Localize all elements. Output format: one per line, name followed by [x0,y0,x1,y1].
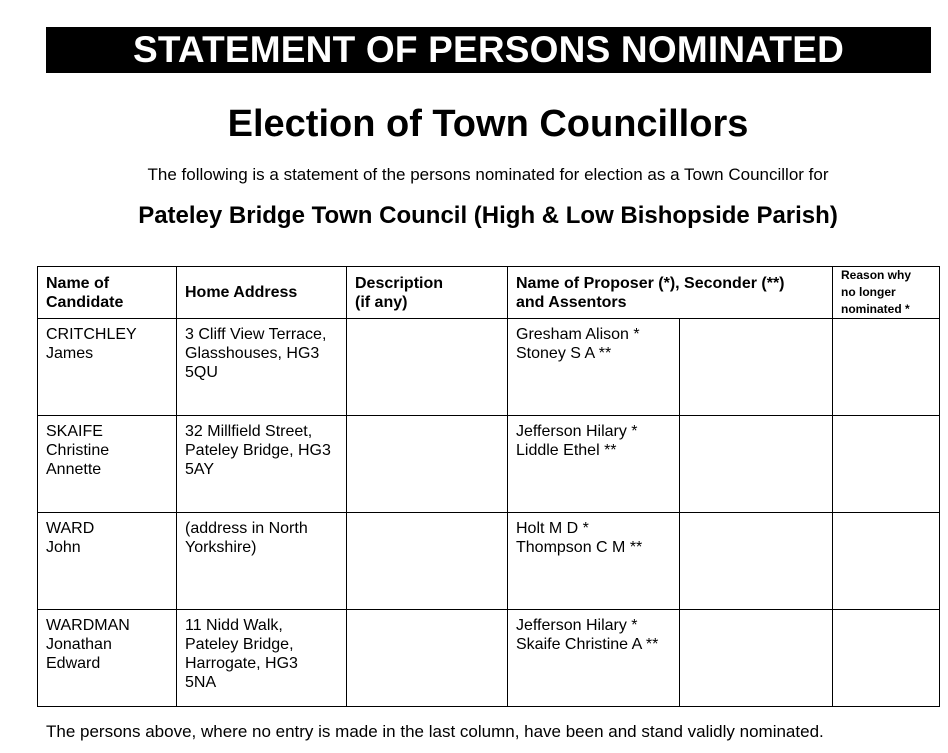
table-row [38,319,940,416]
intro-text: The following is a statement of the persons nominated for election as a Town Councillor for [147,165,829,184]
candidate-name-cell-line: Edward [46,655,101,672]
description-cell [347,416,508,513]
candidate-name-cell-line: Annette [46,461,102,478]
home-address-cell-line: 5QU [185,364,218,381]
footer-note: The persons above, where no entry is made in the last column, have been and stand validly nominated. [46,722,824,741]
table-row [38,416,940,513]
home-address-cell-line: Glasshouses, HG3 [185,345,320,362]
candidate-name-cell [38,610,177,707]
home-address-cell-line: 3 Cliff View Terrace, [185,326,327,343]
candidate-name-cell-line: SKAIFE [46,423,103,440]
description-cell [347,610,508,707]
home-address-cell-line: 5NA [185,674,217,691]
candidate-name-cell [38,513,177,610]
home-address-cell-line: Harrogate, HG3 [185,655,298,672]
assentors-cell [680,416,833,513]
table-row [38,610,940,707]
candidate-name-cell [38,416,177,513]
candidate-name-cell-line: James [46,345,94,362]
table-header-row [38,267,940,319]
home-address-cell-line: 32 Millfield Street, [185,423,313,440]
council-name: Pateley Bridge Town Council (High & Low Bishopside Parish) [138,202,838,229]
header-reason-no-longer-nominated: Reason why no longer nominated * [833,267,940,319]
header-description: Description (if any) [347,267,508,319]
home-address-cell-line: Pateley Bridge, [185,636,294,653]
header-name-of-candidate: Name of Candidate [38,267,177,319]
home-address-cell-line: 5AY [185,461,215,478]
home-address-cell [177,319,347,416]
nominations-table [37,266,940,707]
description-cell [347,513,508,610]
header-proposer-seconder-assentors: Name of Proposer (*), Seconder (**) and Assentors [508,267,833,319]
candidate-name-cell-line: WARD [46,520,95,537]
proposer-seconder-cell [508,513,680,610]
page-banner: STATEMENT OF PERSONS NOMINATED [46,27,931,73]
assentors-cell [680,610,833,707]
assentors-cell [680,513,833,610]
proposer-seconder-cell-line: Skaife Christine A ** [516,636,659,653]
reason-no-longer-nominated-cell [833,319,940,416]
proposer-seconder-cell-line: Liddle Ethel ** [516,442,617,459]
candidate-name-cell [38,319,177,416]
proposer-seconder-cell-line: Holt M D * [516,520,589,537]
home-address-cell [177,610,347,707]
proposer-seconder-cell-line: Thompson C M ** [516,539,643,556]
proposer-seconder-cell [508,610,680,707]
candidate-name-cell-line: Christine [46,442,110,459]
candidate-name-cell-line: CRITCHLEY [46,326,137,343]
candidate-name-cell-line: Jonathan [46,636,112,653]
reason-no-longer-nominated-cell [833,513,940,610]
candidate-name-cell-line: WARDMAN [46,617,130,634]
proposer-seconder-cell-line: Jefferson Hilary * [516,617,638,634]
home-address-cell-line: Pateley Bridge, HG3 [185,442,331,459]
proposer-seconder-cell [508,416,680,513]
home-address-cell-line: Yorkshire) [185,539,257,556]
home-address-cell-line: 11 Nidd Walk, [185,617,283,634]
header-home-address: Home Address [177,267,347,319]
home-address-cell [177,513,347,610]
reason-no-longer-nominated-cell [833,416,940,513]
description-cell [347,319,508,416]
reason-no-longer-nominated-cell [833,610,940,707]
assentors-cell [680,319,833,416]
home-address-cell-line: (address in North [185,520,308,537]
table-row [38,513,940,610]
proposer-seconder-cell-line: Jefferson Hilary * [516,423,638,440]
candidate-name-cell-line: John [46,539,81,556]
proposer-seconder-cell-line: Gresham Alison * [516,326,640,343]
home-address-cell [177,416,347,513]
page-title: Election of Town Councillors [227,103,749,145]
proposer-seconder-cell-line: Stoney S A ** [516,345,612,362]
proposer-seconder-cell [508,319,680,416]
